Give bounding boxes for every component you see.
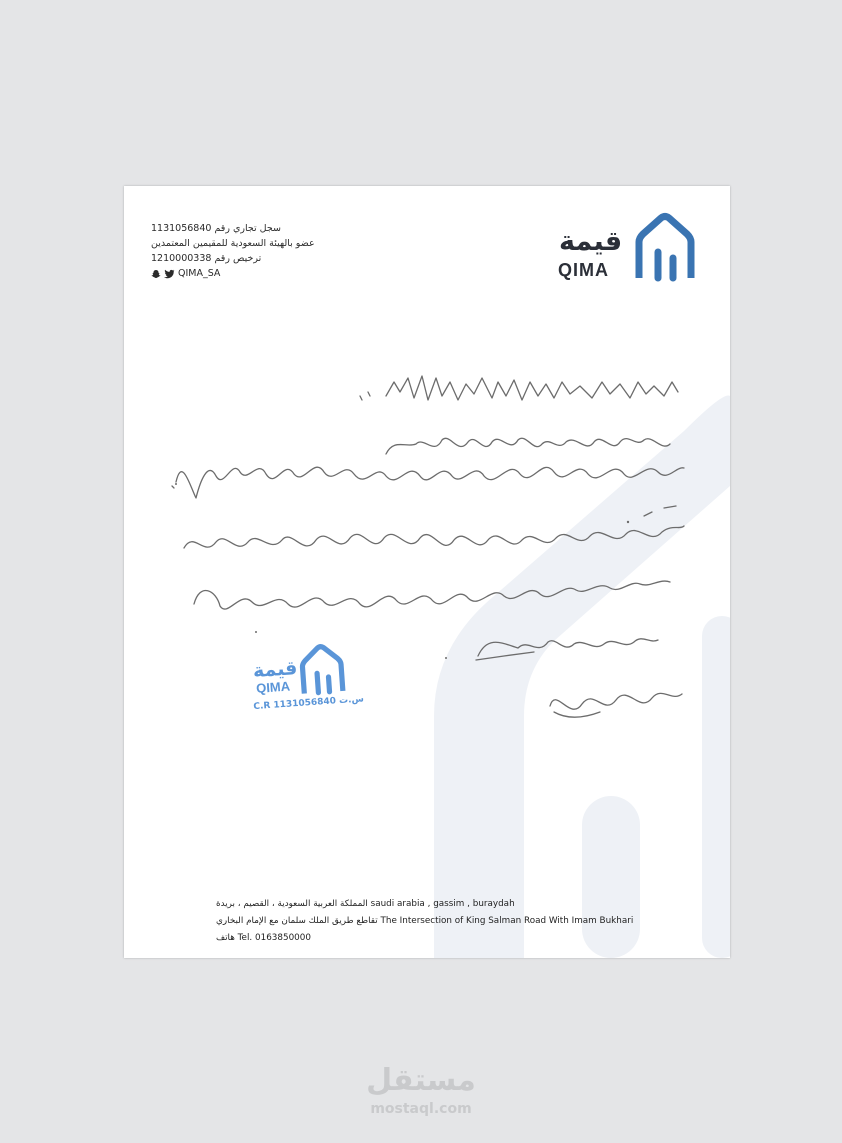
logo-english: QIMA — [558, 260, 609, 280]
watermark-domain: mostaql.com — [370, 1101, 472, 1117]
footer-phone: هاتف Tel. 0163850000 — [216, 933, 311, 943]
logo-arabic: قيمة — [559, 226, 623, 257]
commercial-register: سجل تجاري رقم 1131056840 — [151, 223, 281, 234]
social-handle: QIMA_SA — [178, 268, 221, 279]
footer-location: المملكة العربية السعودية ، القصيم ، بريدة saudi arabia , gassim , buraydah — [216, 899, 515, 909]
company-stamp — [249, 640, 374, 728]
license-number: ترخيص رقم 1210000338 — [151, 253, 262, 264]
stamp-cr-number: C.R 1131056840 س.ت — [253, 694, 365, 713]
handwritten-signature — [124, 186, 730, 958]
membership-text: عضو بالهيئة السعودية للمقيمين المعتمدين — [151, 238, 315, 249]
footer-address: تقاطع طريق الملك سلمان مع الإمام البخاري The Intersection of King Salman Road With Imam Bukhari — [216, 916, 634, 926]
letterhead-sheet — [124, 186, 730, 958]
stamp-english: QIMA — [255, 678, 291, 696]
stamp-arabic: قيمة — [252, 657, 299, 683]
address-footer — [216, 896, 633, 947]
watermark-arabic: مستقل — [366, 1063, 476, 1098]
stamp-house-icon — [296, 642, 348, 697]
